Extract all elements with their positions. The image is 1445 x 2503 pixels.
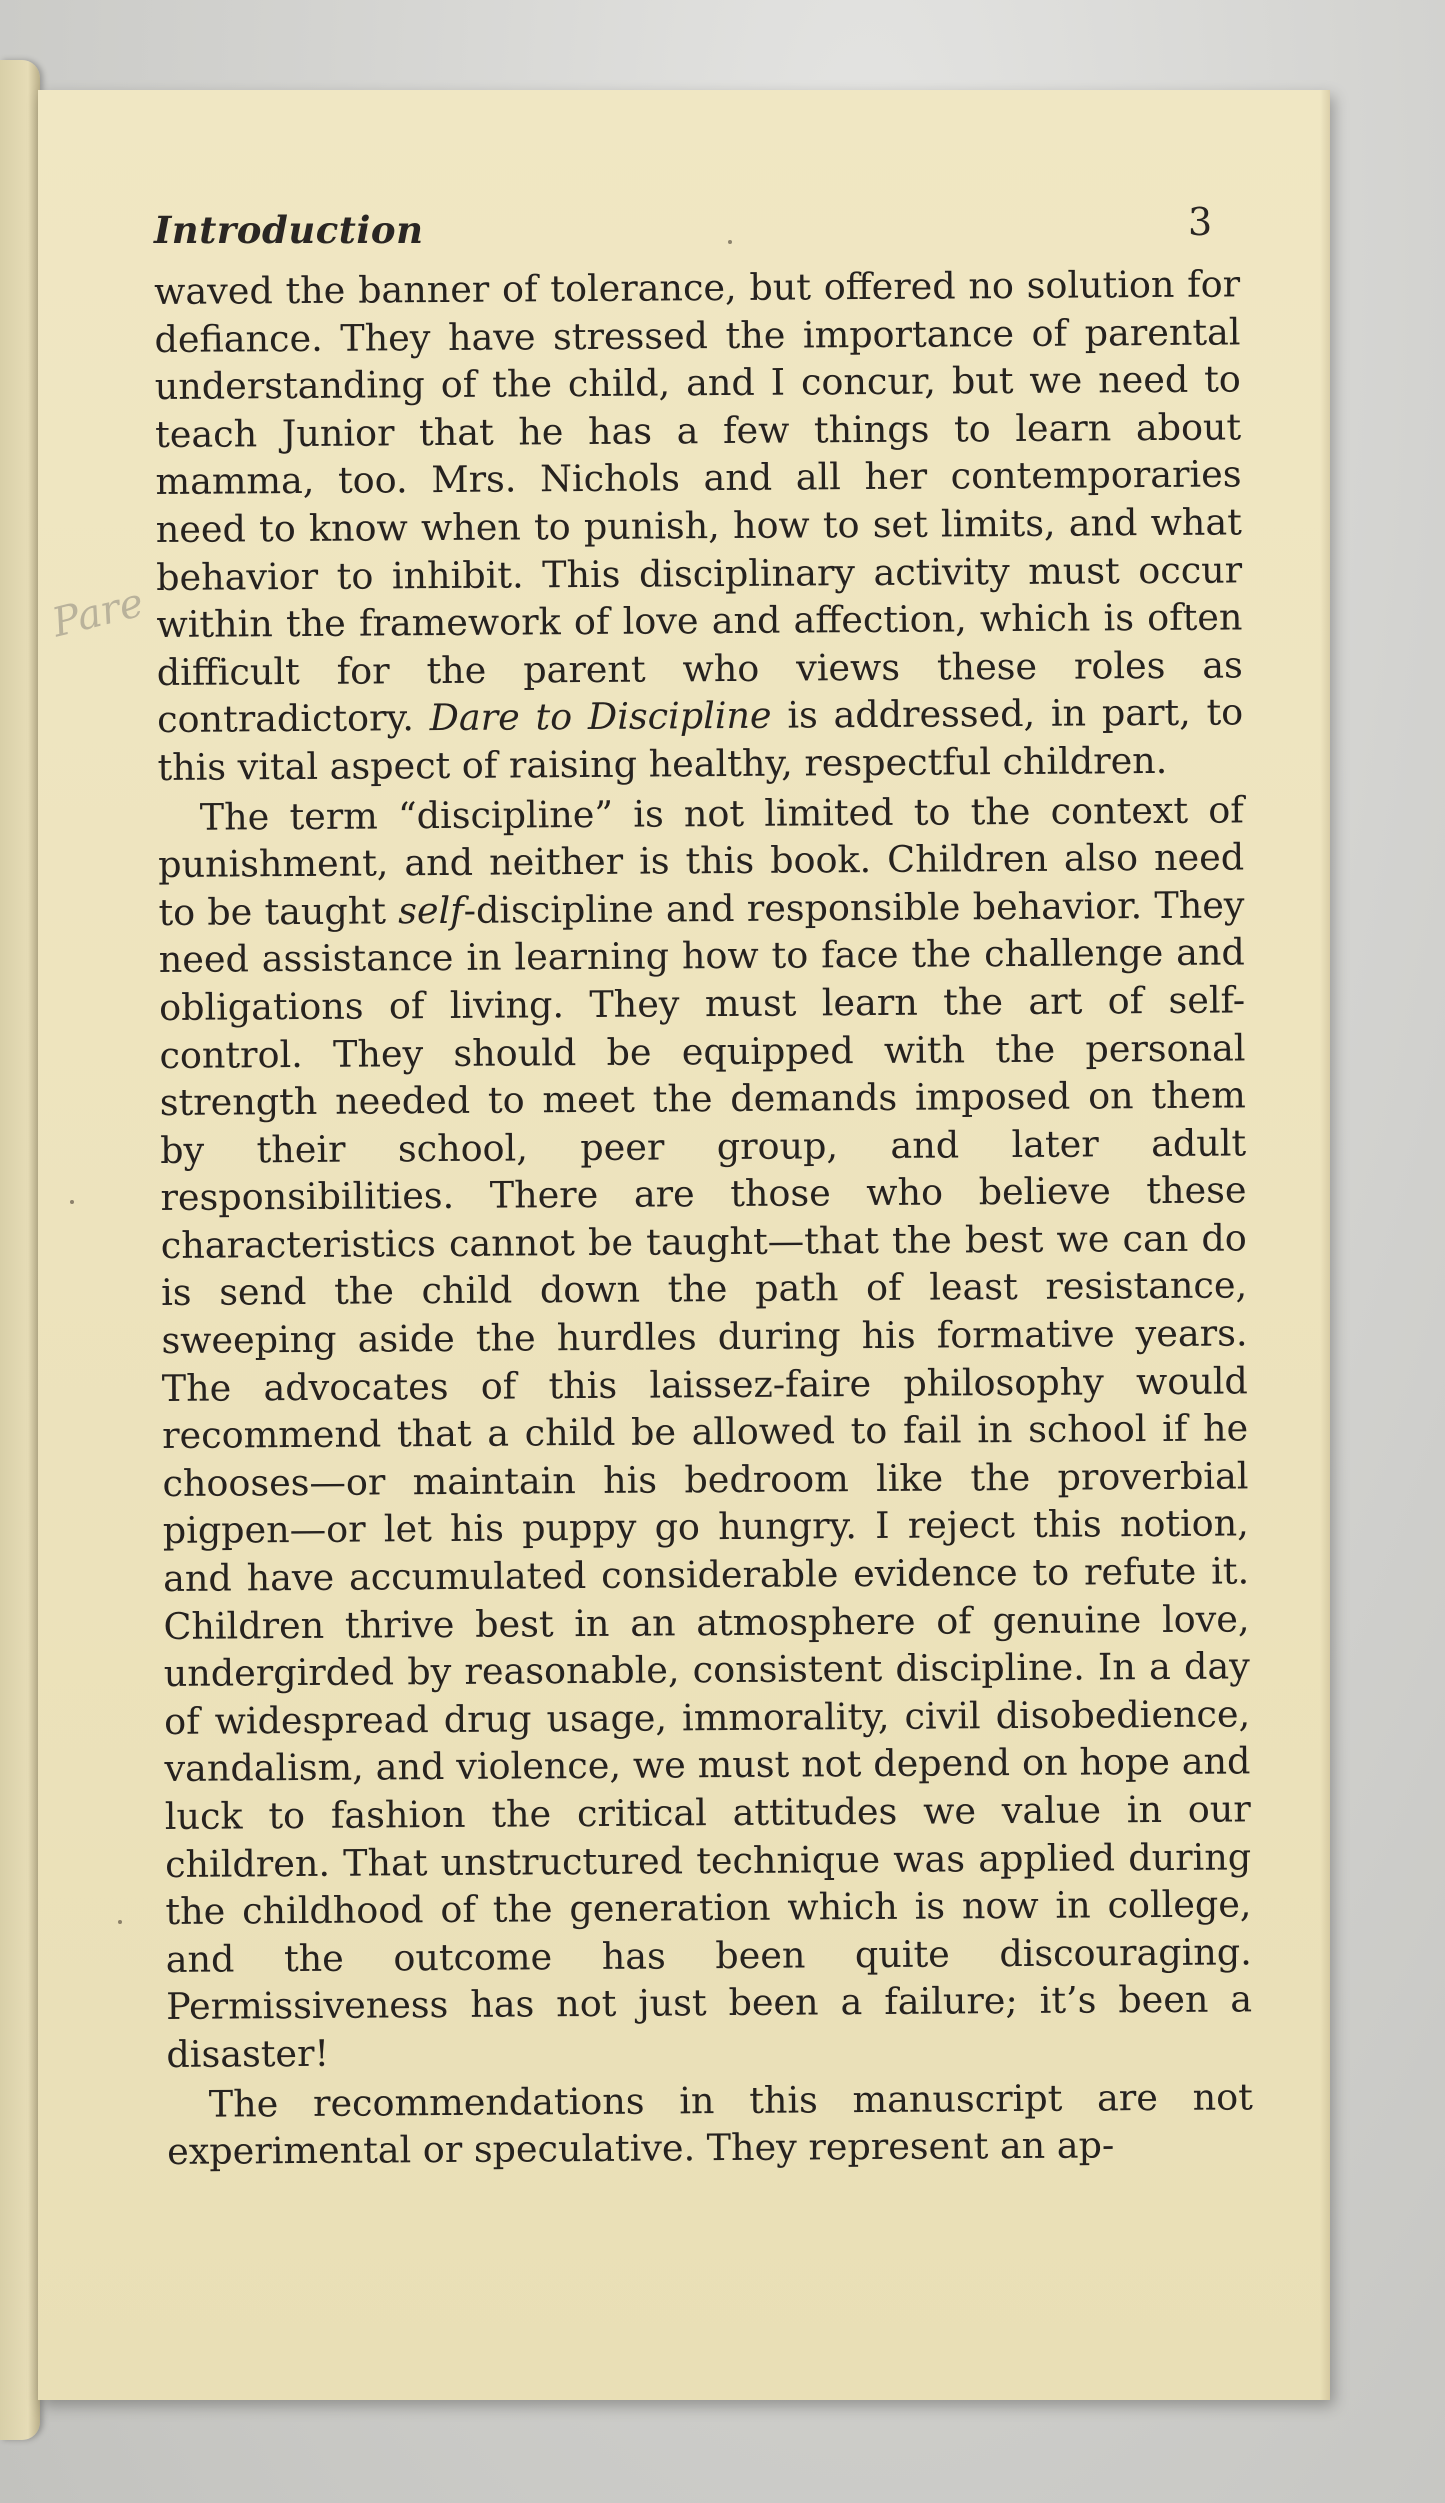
paragraph-2 [158, 786, 1253, 2079]
left-page-edge [0, 60, 40, 2440]
paragraph-1 [154, 260, 1244, 791]
paper-speck [118, 1920, 122, 1924]
body-text [154, 260, 1253, 2175]
paper-speck [728, 240, 732, 244]
paragraph-2-rest: -discipline and responsible behavior. They need assistance in learning how to face the challenge and obligations of living. They must learn the art of self-control. They should be equipped with the personal strength needed to meet the demands imposed on them by their school, peer group, and later adult responsibilities. There are those who believe these characteristics cannot be taught—that the best we can do is send the child down the path of least resistance, sweeping aside the hurdles during his formative years. The advocates of this laissez-faire philosophy would recommend that a child be allowed to fail in school if he chooses—or maintain his bedroom like the proverbial pigpen—or let his puppy go hungry. I reject this notion, and have accumulated considerable evidence to refute it. Children thrive best in an atmosphere of genuine love, undergirded by reasonable, consistent discipline. In a day of widespread drug usage, immorality, civil disobedience, vandalism, and violence, we must not depend on hope and luck to fashion the critical attitudes we value in our children. That unstructured technique was applied during the childhood of the generation which is now in college, and the outcome has been quite discouraging. Permissiveness has not just been a failure; it’s been a disaster! [158, 883, 1253, 2076]
page-number: 3 [1188, 200, 1213, 244]
paper-speck [70, 1200, 74, 1204]
paragraph-1-text: waved the banner of tolerance, but offered no solution for defiance. They have stressed the importance of parental understanding of the child, and I concur, but we need to teach Junior that he has a few things to learn about mamma, too. Mrs. Nichols and all her contemporaries need to know when to punish, how to set limits, and what behavior to inhibit. This disciplinary activity must occur within the framework of love and affection, which is often difficult for the parent who views these roles as contradictory. [154, 262, 1243, 742]
paragraph-2-start: The term “discipline” is not limited to the context of punishment, and neither is this book. Children also need to be taught [158, 787, 1245, 934]
handwritten-margin-note: Pare [47, 579, 148, 647]
book-title-italic: Dare to Discipline [429, 694, 772, 740]
page-edge-shadow [1320, 90, 1330, 2400]
paragraph-3-text: The recommendations in this manuscript are not experimental or speculative. They represent an ap- [167, 2074, 1253, 2174]
book-page [38, 90, 1330, 2400]
paragraph-3 [167, 2073, 1254, 2176]
self-italic: self [398, 888, 464, 933]
paragraph-1-end: is addressed, in part, to this vital aspect of raising healthy, respectful children. [157, 690, 1244, 789]
running-head: Introduction [154, 208, 424, 252]
